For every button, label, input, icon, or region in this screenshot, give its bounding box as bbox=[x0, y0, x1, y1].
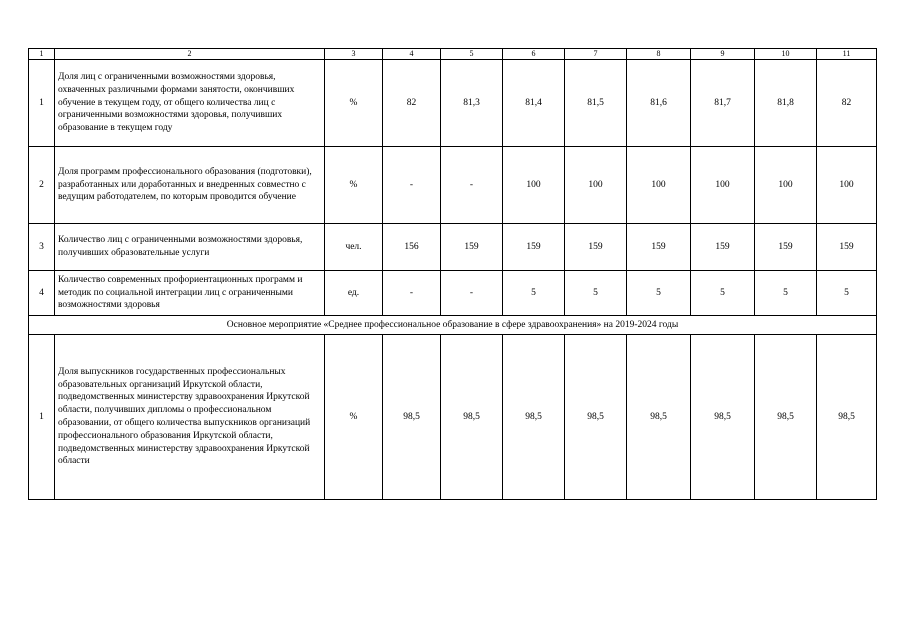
value-cell: - bbox=[441, 147, 503, 224]
value-cell: 81,6 bbox=[627, 60, 691, 147]
value-cell: 98,5 bbox=[383, 335, 441, 500]
column-number: 4 bbox=[383, 49, 441, 60]
unit-cell: ед. bbox=[325, 271, 383, 316]
column-number: 2 bbox=[55, 49, 325, 60]
value-cell: 98,5 bbox=[565, 335, 627, 500]
value-cell: 98,5 bbox=[755, 335, 817, 500]
value-cell: 82 bbox=[817, 60, 877, 147]
row-number: 4 bbox=[29, 271, 55, 316]
value-cell: 100 bbox=[565, 147, 627, 224]
value-cell: 159 bbox=[755, 224, 817, 271]
column-number: 8 bbox=[627, 49, 691, 60]
table-row bbox=[29, 60, 877, 147]
value-cell: 81,7 bbox=[691, 60, 755, 147]
value-cell: 159 bbox=[817, 224, 877, 271]
value-cell: 159 bbox=[627, 224, 691, 271]
unit-cell: чел. bbox=[325, 224, 383, 271]
value-cell: 82 bbox=[383, 60, 441, 147]
value-cell: - bbox=[383, 271, 441, 316]
value-cell: 100 bbox=[503, 147, 565, 224]
table-body bbox=[29, 49, 877, 500]
column-number-row bbox=[29, 49, 877, 60]
value-cell: 5 bbox=[755, 271, 817, 316]
value-cell: 100 bbox=[691, 147, 755, 224]
column-number: 7 bbox=[565, 49, 627, 60]
unit-cell: % bbox=[325, 60, 383, 147]
value-cell: 5 bbox=[627, 271, 691, 316]
value-cell: 159 bbox=[565, 224, 627, 271]
unit-cell: % bbox=[325, 335, 383, 500]
value-cell: 156 bbox=[383, 224, 441, 271]
row-number: 2 bbox=[29, 147, 55, 224]
table-row bbox=[29, 335, 877, 500]
indicator-description: Количество современных профориентационных программ и методик по социальной интеграции лиц с ограниченными возможностями здоровья bbox=[55, 271, 325, 316]
indicators-table bbox=[28, 48, 877, 500]
value-cell: 159 bbox=[691, 224, 755, 271]
value-cell: 81,3 bbox=[441, 60, 503, 147]
value-cell: 98,5 bbox=[817, 335, 877, 500]
unit-cell: % bbox=[325, 147, 383, 224]
section-header-row bbox=[29, 316, 877, 335]
value-cell: 81,4 bbox=[503, 60, 565, 147]
column-number: 1 bbox=[29, 49, 55, 60]
value-cell: - bbox=[383, 147, 441, 224]
row-number: 1 bbox=[29, 60, 55, 147]
column-number: 9 bbox=[691, 49, 755, 60]
column-number: 10 bbox=[755, 49, 817, 60]
value-cell: 159 bbox=[503, 224, 565, 271]
value-cell: 81,8 bbox=[755, 60, 817, 147]
value-cell: 100 bbox=[755, 147, 817, 224]
indicator-description: Количество лиц с ограниченными возможностями здоровья, получивших образовательные услуги bbox=[55, 224, 325, 271]
column-number: 11 bbox=[817, 49, 877, 60]
section-title: Основное мероприятие «Среднее профессиональное образование в сфере здравоохранения» на 2019-2024 годы bbox=[29, 316, 877, 335]
value-cell: 5 bbox=[503, 271, 565, 316]
value-cell: 98,5 bbox=[691, 335, 755, 500]
value-cell: 159 bbox=[441, 224, 503, 271]
indicator-description: Доля лиц с ограниченными возможностями здоровья, охваченных различными формами занятости, окончивших обучение в текущем году, от общего количества лиц с ограниченными возможностями здоровья, получивших образование в текущем году bbox=[55, 60, 325, 147]
value-cell: 5 bbox=[817, 271, 877, 316]
value-cell: 98,5 bbox=[627, 335, 691, 500]
indicator-description: Доля программ профессионального образования (подготовки), разработанных или доработанных и внедренных совместно с ведущим работодателем, по которым проводится обучение bbox=[55, 147, 325, 224]
value-cell: 81,5 bbox=[565, 60, 627, 147]
table-row bbox=[29, 271, 877, 316]
indicator-description: Доля выпускников государственных профессиональных образовательных организаций Иркутской области, подведомственных министерству здравоохранения Иркутской области, получивших дипломы о профессиональном образовании, от общего количества выпускников организаций профессионального образования Иркутской области, подведомственных министерству здравоохранения Иркутской области bbox=[55, 335, 325, 500]
value-cell: 98,5 bbox=[441, 335, 503, 500]
value-cell: 100 bbox=[817, 147, 877, 224]
column-number: 5 bbox=[441, 49, 503, 60]
value-cell: 98,5 bbox=[503, 335, 565, 500]
table-row bbox=[29, 224, 877, 271]
value-cell: 5 bbox=[691, 271, 755, 316]
value-cell: - bbox=[441, 271, 503, 316]
column-number: 6 bbox=[503, 49, 565, 60]
value-cell: 100 bbox=[627, 147, 691, 224]
value-cell: 5 bbox=[565, 271, 627, 316]
row-number: 1 bbox=[29, 335, 55, 500]
row-number: 3 bbox=[29, 224, 55, 271]
column-number: 3 bbox=[325, 49, 383, 60]
table-row bbox=[29, 147, 877, 224]
